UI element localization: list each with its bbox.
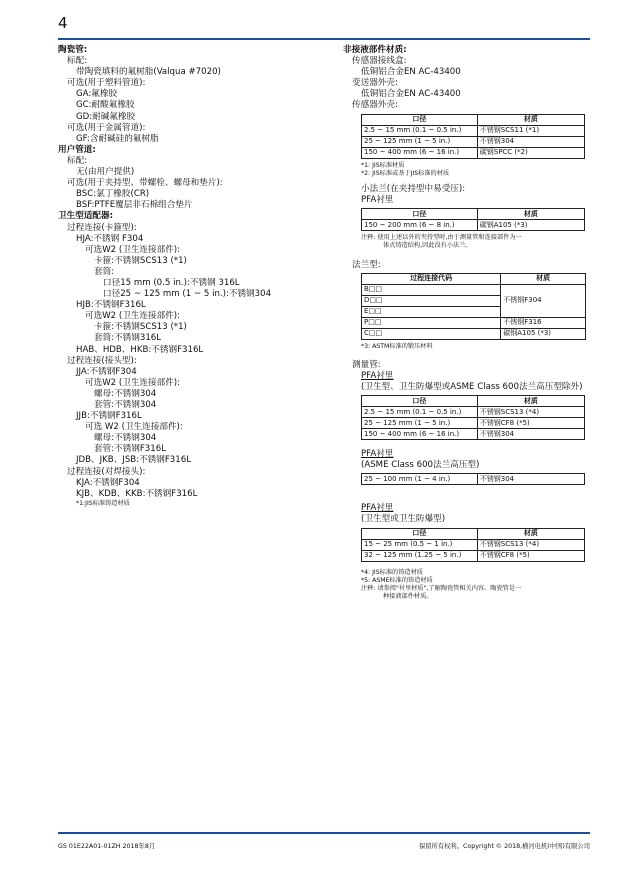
table-header: 材质 — [477, 396, 584, 407]
left-text-line: 套筒: — [94, 266, 115, 277]
converter-label: 变送器外壳: — [352, 78, 398, 89]
footer-copyright: 保留所有权利。Copyright © 2018,横河电机(中国)有限公司 — [418, 843, 590, 850]
left-text-line: JDB、JKB、JSB:不锈钢F316L — [76, 455, 191, 466]
left-text-line: GC:耐酸氟橡胶 — [76, 100, 135, 111]
table-cell: 25 ~ 125 mm (1 ~ 5 in.) — [362, 136, 478, 147]
table-cell: 2.5 ~ 15 mm (0.1 ~ 0.5 in.) — [362, 407, 478, 418]
table-row — [362, 407, 585, 418]
table-cell: 不锈钢304 — [477, 136, 584, 147]
table-header: 材质 — [477, 528, 584, 539]
left-text-line: 可选W2 (卫生连接部件): — [85, 311, 181, 322]
table-cell: 32 ~ 125 mm (1.25 ~ 5 in.) — [362, 550, 478, 561]
left-text-line: HJB:不锈钢F316L — [76, 300, 146, 311]
note-line: *1: JIS标准材质 — [361, 161, 405, 169]
left-text-line: *1:JIS标准铸造材质 — [76, 499, 130, 507]
left-text-line: 陶瓷管: — [58, 45, 88, 55]
table-cell: 25 ~ 125 mm (1 ~ 5 in.) — [362, 418, 478, 429]
table-cell: 不锈钢SCS13 (*4) — [477, 539, 584, 550]
table-row — [362, 418, 585, 429]
left-text-line: 无(由用户提供) — [76, 167, 135, 178]
left-text-line: 口径15 mm (0.5 in.):不锈钢 316L — [103, 277, 240, 288]
pfa-lining-subtitle: (卫生型或卫生防爆型) — [361, 514, 446, 525]
table-cell: 不锈钢304 — [477, 474, 584, 485]
left-text-line: 套筒:不锈钢316L — [94, 333, 162, 344]
table-cell: 150 ~ 400 mm (6 ~ 16 in.) — [362, 429, 478, 440]
table-cell: 不锈钢CF8 (*5) — [477, 418, 584, 429]
left-text-line: 带陶瓷填料的氟树脂(Valqua #7020) — [76, 67, 221, 78]
table-cell: E□□ — [362, 306, 501, 317]
flange-table — [361, 273, 586, 340]
left-column — [58, 45, 328, 508]
table-row — [362, 474, 585, 485]
left-text-line: 口径25 ~ 125 mm (1 ~ 5 in.):不锈钢304 — [103, 289, 272, 300]
left-text-line: KJA:不锈钢F304 — [76, 477, 140, 488]
table-header: 口径 — [362, 528, 478, 539]
pfa-lining-subtitle: (卫生型、卫生防爆型或ASME Class 600法兰高压型除外) — [361, 382, 583, 393]
sanitary-tube-table — [361, 528, 585, 562]
table-cell: B□□ — [362, 284, 501, 295]
note-line: *4: JIS标准的铸造材质 — [361, 568, 423, 576]
sensor-case-label: 传感器外壳: — [352, 100, 398, 111]
left-text-line: 标配: — [67, 155, 88, 166]
left-text-line: 可选(用于金属管道): — [67, 122, 146, 133]
table-row — [362, 550, 585, 561]
note-line: 注释: 请参阅"衬里材质",了解陶瓷管相关内容。陶瓷管是一 — [361, 584, 522, 592]
left-text-line: 可选W2 (卫生连接部件): — [85, 377, 181, 388]
note-line: 种接液部件材质。 — [383, 593, 433, 601]
table-row — [362, 284, 586, 295]
table-row — [362, 136, 585, 147]
left-text-line: 卡箍:不锈钢SCS13 (*1) — [94, 255, 187, 266]
table-cell: C□□ — [362, 328, 501, 339]
left-text-line: HAB、HDB、HKB:不锈钢F316L — [76, 344, 204, 355]
small-flange-table — [361, 208, 585, 231]
left-text-line: BSC:氯丁橡胶(CR) — [76, 189, 150, 200]
left-text-line: 过程连接(接头型): — [67, 355, 137, 366]
table-cell: 碳钢A105 (*3) — [477, 220, 584, 231]
left-text-line: 过程连接(对焊接头): — [67, 466, 146, 477]
table-header: 材质 — [501, 273, 586, 284]
header-rule — [58, 38, 590, 40]
table-row — [362, 147, 585, 158]
table-row — [362, 220, 585, 231]
left-text-line: JJB:不锈钢F316L — [76, 411, 142, 422]
note-line: 体式铸造结构,因此没有小法兰。 — [383, 242, 472, 250]
note-line: *2: JIS标准或基于JIS标准的材质 — [361, 169, 450, 177]
table-cell: 不锈钢SCS13 (*4) — [477, 407, 584, 418]
left-text-line: 标配: — [67, 56, 88, 67]
left-text-line: 可选(用于夹持型、带螺栓、螺母和垫片): — [67, 178, 223, 189]
table-cell: 150 ~ 200 mm (6 ~ 8 in.) — [362, 220, 478, 231]
left-text-line: 套管:不锈钢F316L — [94, 444, 166, 455]
left-text-line: 螺母:不锈钢304 — [94, 433, 157, 444]
left-text-line: 螺母:不锈钢304 — [94, 388, 157, 399]
left-text-line: GA:氟橡胶 — [76, 89, 118, 100]
table-header: 口径 — [362, 209, 478, 220]
table-row — [362, 328, 586, 339]
left-text-line: GF:含耐碱硅的氟树脂 — [76, 133, 159, 144]
table-cell: 不锈钢F304 — [501, 284, 586, 317]
left-text-line: HJA:不锈钢 F304 — [76, 233, 144, 244]
table-row — [362, 429, 585, 440]
table-row — [362, 317, 586, 328]
pfa-lining-label: PFA衬里 — [361, 195, 394, 206]
table-row — [362, 539, 585, 550]
table-header: 过程连接代码 — [362, 273, 501, 284]
pfa-lining-subtitle: (ASME Class 600法兰高压型) — [361, 460, 480, 471]
table-cell: D□□ — [362, 295, 501, 306]
table-cell: 碳钢A105 (*3) — [501, 328, 586, 339]
small-flange-label: 小法兰(在夹持型中易受压): — [361, 183, 466, 194]
table-cell: 2.5 ~ 15 mm (0.1 ~ 0.5 in.) — [362, 125, 478, 136]
footer-doc-id: GS 01E22A01-01ZH 2018年8月 — [58, 843, 156, 850]
note-line: *3: ASTM标准的锻压材料 — [361, 342, 433, 350]
right-column — [343, 45, 593, 601]
table-cell: 25 ~ 100 mm (1 ~ 4 in.) — [362, 474, 478, 485]
left-text-line: GD:耐碱氟橡胶 — [76, 111, 136, 122]
table-cell: 碳钢SPCC (*2) — [477, 147, 584, 158]
page-number: 4 — [58, 14, 68, 32]
table-cell: 不锈钢SCS11 (*1) — [477, 125, 584, 136]
measuring-tube-table — [361, 395, 585, 440]
table-header: 材质 — [477, 114, 584, 125]
sensor-case-table — [361, 114, 585, 159]
table-cell: 15 ~ 25 mm (0.5 ~ 1 in.) — [362, 539, 478, 550]
left-text-line: 用户管道: — [58, 144, 96, 155]
left-text-line: 套管:不锈钢304 — [94, 400, 157, 410]
note-line: *5: ASME标准的铸造材质 — [361, 576, 433, 584]
table-cell: 不锈钢304 — [477, 429, 584, 440]
left-text-line: 卫生型适配器: — [58, 211, 113, 222]
sensor-box-label: 传感器接线盒: — [352, 56, 407, 67]
table-header: 材质 — [477, 209, 584, 220]
pfa-lining-title: PFA衬里 — [361, 503, 394, 514]
converter-value: 低铜铝合金EN AC-43400 — [361, 89, 461, 100]
table-cell: P□□ — [362, 317, 501, 328]
left-text-line: 可选W2 (卫生连接部件): — [85, 244, 181, 255]
left-text-line: 可选(用于塑料管道): — [67, 78, 146, 89]
left-text-line: JJA:不锈钢F304 — [76, 366, 137, 377]
left-text-line: BSF:PTFE覆层非石棉组合垫片 — [76, 200, 193, 211]
asme-tube-table — [361, 473, 585, 485]
left-text-line: 卡箍:不锈钢SCS13 (*1) — [94, 322, 187, 333]
table-header: 口径 — [362, 396, 478, 407]
table-header: 口径 — [362, 114, 478, 125]
table-cell: 150 ~ 400 mm (6 ~ 16 in.) — [362, 147, 478, 158]
left-text-line: 可选 W2 (卫生连接部件): — [85, 422, 183, 433]
left-text-line: 过程连接(卡箍型): — [67, 222, 137, 233]
non-wetted-title: 非接液部件材质: — [343, 45, 407, 55]
table-cell: 不锈钢CF8 (*5) — [477, 550, 584, 561]
table-cell: 不锈钢F316 — [501, 317, 586, 328]
table-row — [362, 125, 585, 136]
footer-rule — [58, 832, 590, 834]
sensor-box-value: 低铜铝合金EN AC-43400 — [361, 67, 461, 78]
flange-label: 法兰型: — [352, 259, 381, 270]
pfa-lining-title: PFA衬里 — [361, 370, 394, 381]
left-text-line: KJB、KDB、KKB:不锈钢F316L — [76, 488, 198, 499]
measuring-tube-label: 测量管: — [352, 359, 381, 370]
note-line: 注释: 使用上述以外的夹持型时,由于测量管和连接部件为一 — [361, 234, 522, 242]
pfa-lining-title: PFA衬里 — [361, 449, 394, 460]
